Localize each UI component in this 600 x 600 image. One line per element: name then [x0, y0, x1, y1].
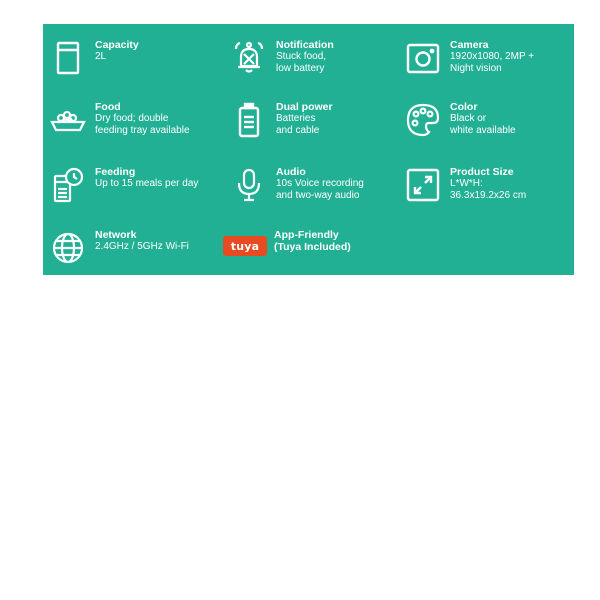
feature-desc-line: Black or — [450, 113, 487, 124]
feature-desc-line: feeding tray available — [95, 124, 190, 136]
feature-title: Feeding — [95, 166, 136, 178]
feature-color — [403, 100, 516, 140]
feature-desc-line: Stuck food, — [276, 51, 327, 62]
feature-desc-line: Batteries — [276, 113, 316, 124]
feature-desc-line: 36.3x19.2x26 cm — [450, 189, 527, 201]
color-palette-icon — [403, 100, 443, 140]
feature-desc-line: and cable — [276, 124, 320, 136]
feature-network — [48, 228, 189, 268]
feature-title: App-Friendly — [274, 229, 339, 241]
feature-desc-line: white available — [450, 124, 516, 136]
food-bowl-icon — [48, 100, 88, 140]
tuya-logo-icon: tuya — [223, 236, 267, 256]
feature-desc-line: Up to 15 meals per day — [95, 178, 199, 189]
feature-desc-line: 1920x1080, 2MP + — [450, 51, 535, 62]
feature-desc-line: 10s Voice recording — [276, 178, 364, 189]
feature-title: Camera — [450, 39, 489, 51]
feature-title: Food — [95, 101, 121, 113]
globe-icon — [48, 228, 88, 268]
feature-panel — [43, 24, 574, 275]
feature-desc-line: (Tuya Included) — [274, 241, 351, 253]
feature-title: Dual power — [276, 101, 333, 113]
feature-desc-line: and two-way audio — [276, 189, 360, 201]
feature-product-size — [403, 165, 526, 205]
feature-capacity — [48, 38, 139, 78]
container-icon — [48, 38, 88, 78]
feature-desc-line: 2.4GHz / 5GHz Wi-Fi — [95, 241, 189, 252]
feature-title: Audio — [276, 166, 306, 178]
feature-desc-line: Night vision — [450, 62, 502, 74]
feature-audio — [229, 165, 364, 205]
feature-food — [48, 100, 190, 140]
feeding-timer-icon — [48, 165, 88, 205]
battery-icon — [229, 100, 269, 140]
feature-title: Product Size — [450, 166, 514, 178]
microphone-icon — [229, 165, 269, 205]
feature-desc-line: low battery — [276, 62, 325, 74]
feature-title: Notification — [276, 39, 334, 51]
feature-title: Capacity — [95, 39, 139, 51]
notification-bell-icon — [229, 38, 269, 78]
feature-title: Color — [450, 101, 478, 113]
feature-notification — [229, 38, 334, 78]
expand-arrows-icon — [403, 165, 443, 205]
feature-title: Network — [95, 229, 137, 241]
feature-desc-line: Dry food; double — [95, 113, 169, 124]
feature-desc-line: L*W*H: — [450, 178, 483, 189]
feature-feeding — [48, 165, 198, 205]
feature-desc-line: 2L — [95, 51, 107, 62]
camera-icon — [403, 38, 443, 78]
feature-camera — [403, 38, 534, 78]
feature-dual-power — [229, 100, 333, 140]
feature-app-friendly — [223, 228, 351, 256]
